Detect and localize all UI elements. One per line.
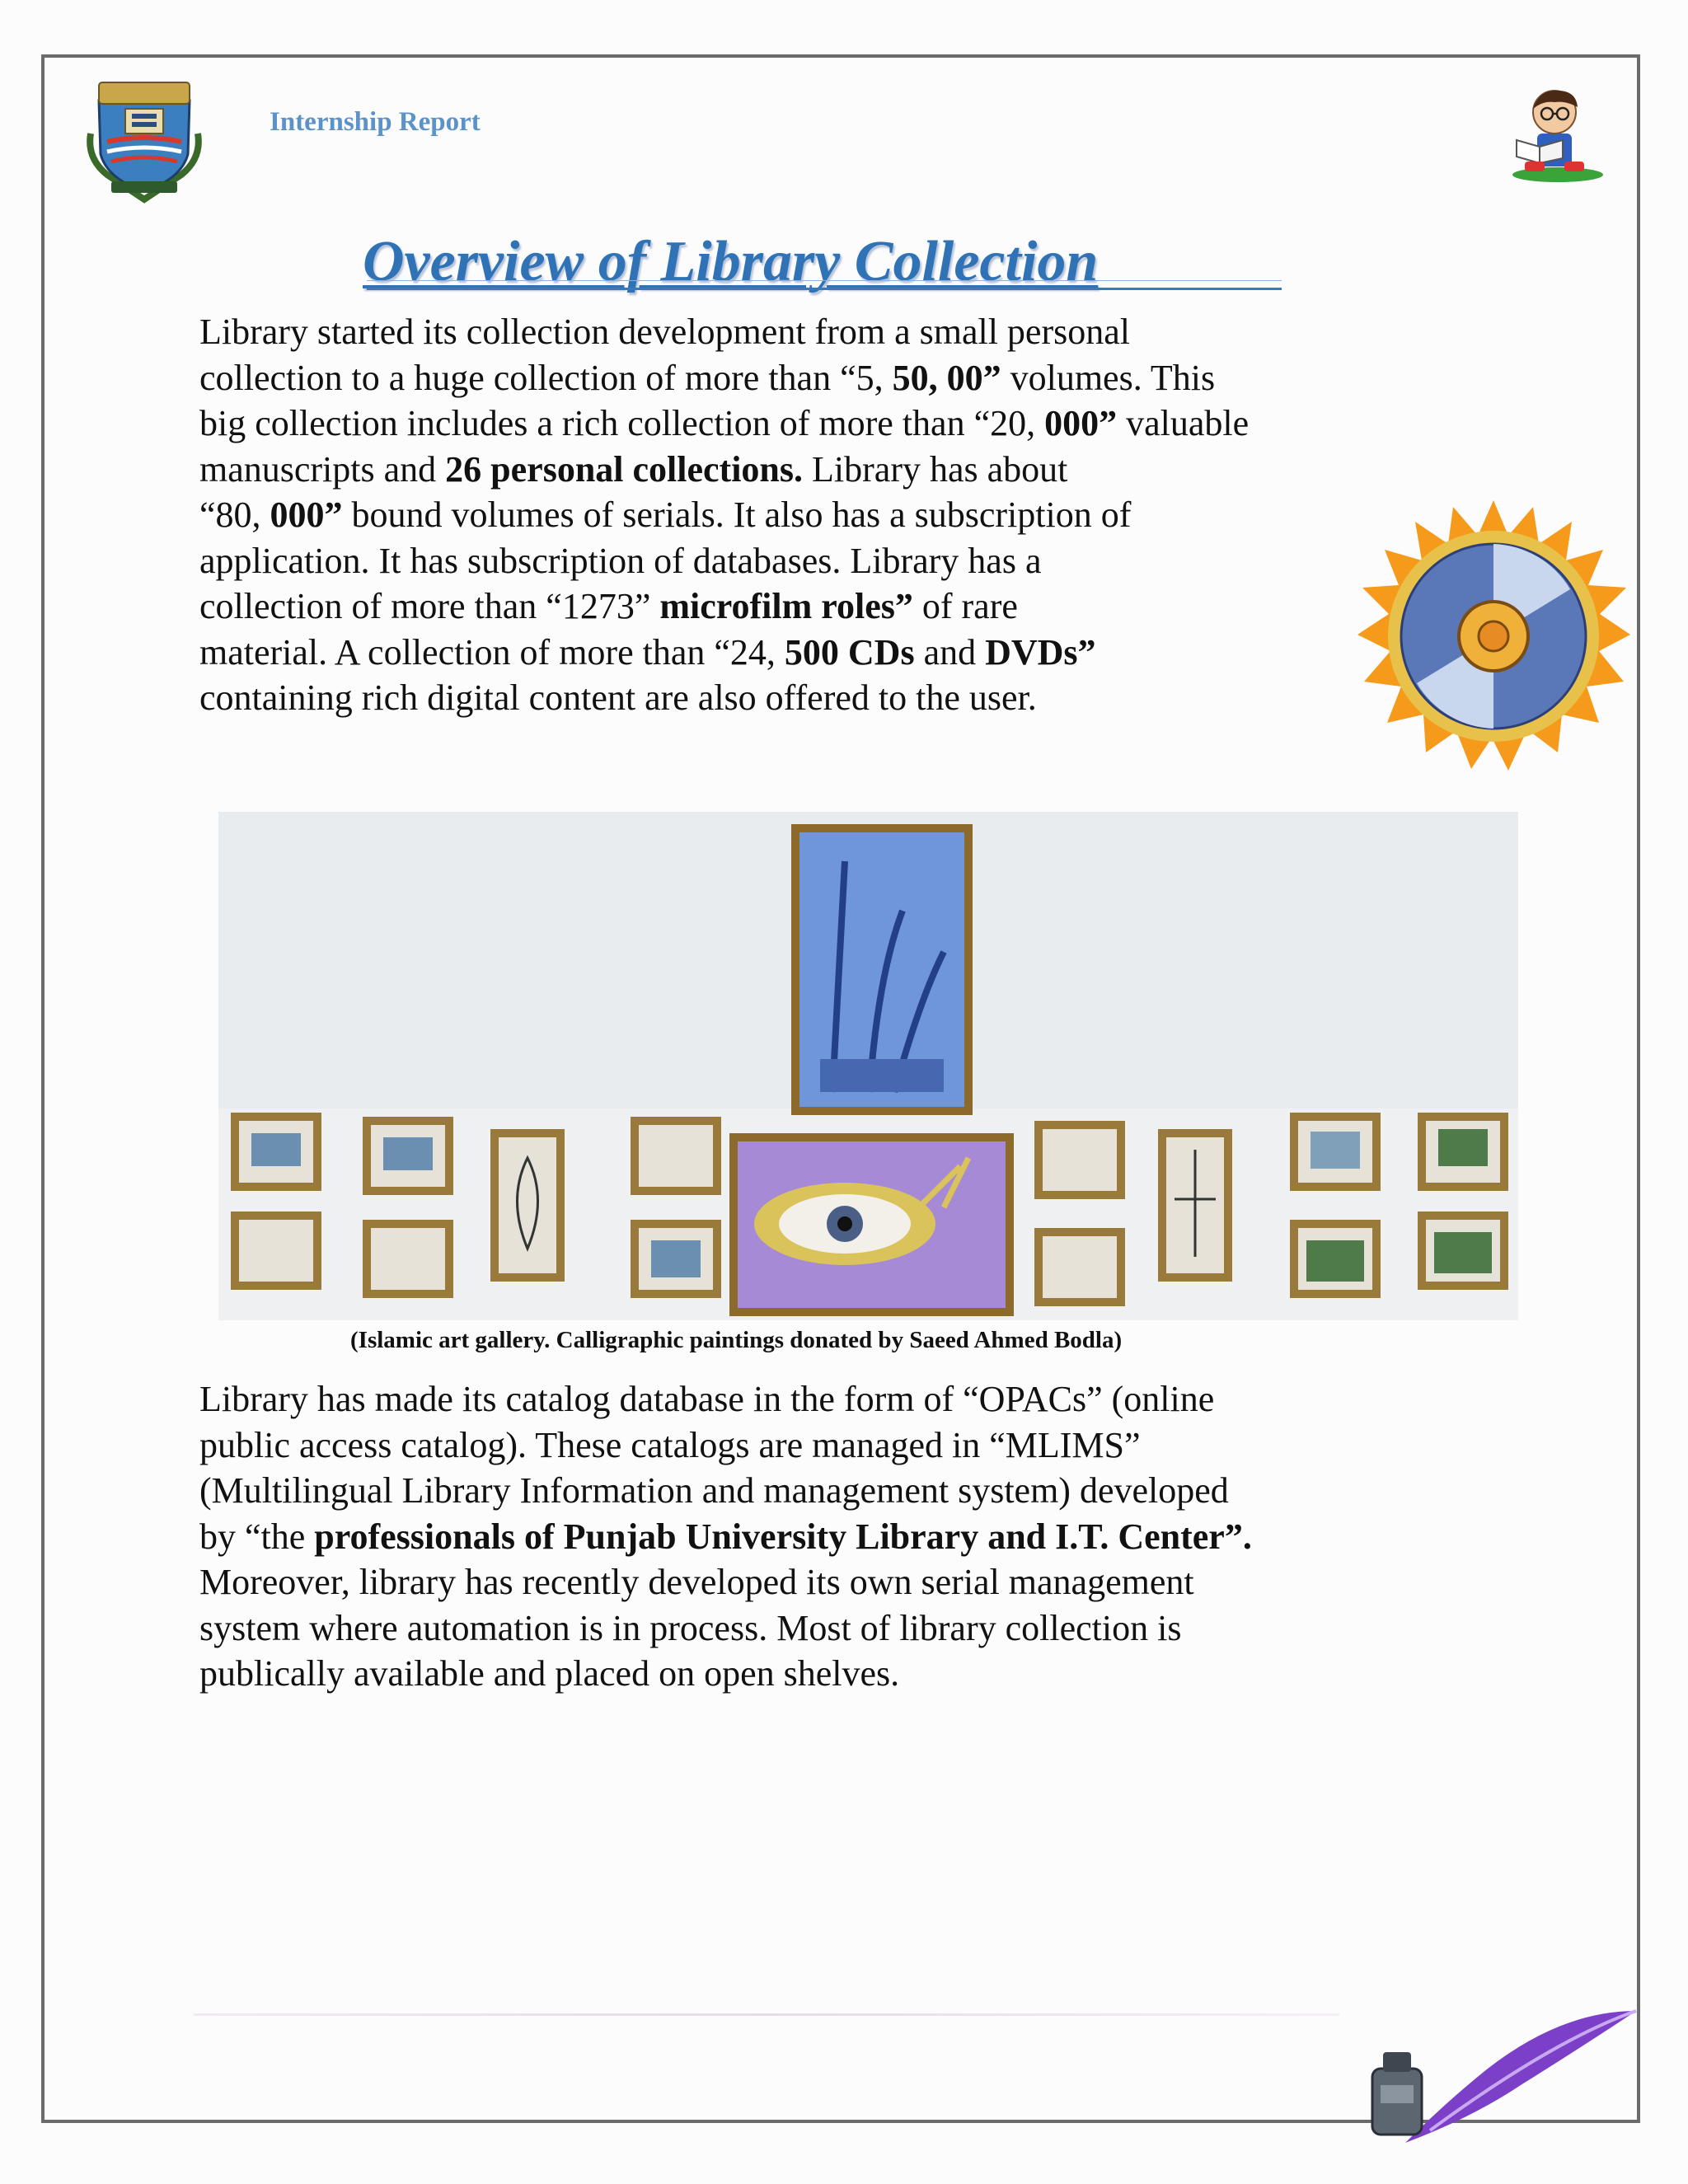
text-run: publically available and placed on open shelves. (199, 1653, 900, 1694)
bold-text-run: professionals of Punjab University Library and I.T. Center”. (314, 1516, 1252, 1557)
text-line (199, 1651, 1252, 1697)
boy-reading-book-icon (1500, 82, 1611, 185)
bold-text-run: 50, 00” (892, 357, 1001, 398)
title-underline-rule (367, 280, 1282, 290)
text-run: valuable (1117, 403, 1250, 443)
text-line (199, 309, 1249, 355)
bold-text-run: 500 CDs (784, 631, 915, 673)
text-run: manuscripts and (199, 448, 446, 490)
text-run: by “the (199, 1516, 315, 1557)
bold-text-run: DVDs” (985, 631, 1096, 673)
text-run: (Multilingual Library Information and management system) developed (199, 1470, 1229, 1511)
text-line (199, 1559, 1252, 1605)
page-title: Overview of Library Collection (363, 230, 1099, 293)
text-run: collection to a huge collection of more than “5, (199, 357, 893, 398)
islamic-calligraphy-gallery-photo (218, 812, 1518, 1320)
text-run: collection of more than “1273” (199, 586, 660, 626)
text-run: application. It has subscription of databases. Library has a (199, 540, 1042, 581)
text-line (199, 447, 1249, 493)
bold-text-run: 26 personal collections. (445, 448, 804, 490)
text-run: of rare (912, 586, 1018, 626)
text-run: Library has about (803, 448, 1068, 490)
text-run: containing rich digital content are also offered to the user. (199, 677, 1037, 718)
header-title: Internship Report (270, 107, 481, 137)
text-run: Library started its collection development from a small personal (199, 312, 1130, 352)
gallery-caption: (Islamic art gallery. Calligraphic paintings donated by Saeed Ahmed Bodla) (350, 1327, 1123, 1353)
flaming-cd-icon (1356, 499, 1632, 775)
text-line (199, 492, 1249, 538)
text-line (199, 1468, 1252, 1514)
text-line (199, 675, 1249, 721)
collection-overview-paragraph (199, 309, 1249, 721)
text-line (199, 355, 1249, 401)
bold-text-run: 000” (270, 494, 343, 535)
bold-text-run: microfilm roles” (659, 586, 913, 626)
text-run: material. A collection of more than “24, (199, 631, 785, 673)
catalog-database-paragraph (199, 1376, 1252, 1697)
quill-and-inkwell-icon (1356, 1994, 1644, 2159)
text-run: system where automation is in process. Most of library collection is (199, 1607, 1182, 1648)
text-line (199, 1514, 1252, 1560)
text-run: big collection includes a rich collection of more than “20, (199, 403, 1045, 443)
university-crest-icon (82, 76, 206, 204)
text-line (199, 401, 1249, 447)
text-line (199, 1376, 1252, 1422)
text-run: public access catalog). These catalogs are managed in “MLIMS” (199, 1424, 1141, 1465)
text-run: bound volumes of serials. It also has a subscription of (342, 494, 1132, 535)
text-line (199, 630, 1249, 676)
bold-text-run: 000” (1044, 403, 1118, 443)
footer-rule (194, 2013, 1339, 2016)
text-line (199, 1605, 1252, 1652)
text-run: Moreover, library has recently developed its own serial management (199, 1562, 1194, 1602)
text-run: and (914, 631, 986, 673)
text-line (199, 1422, 1252, 1469)
text-run: “80, (199, 494, 270, 535)
text-line (199, 583, 1249, 630)
text-run: volumes. This (1001, 357, 1216, 398)
text-line (199, 538, 1249, 584)
text-run: Library has made its catalog database in the form of “OPACs” (online (199, 1379, 1215, 1419)
